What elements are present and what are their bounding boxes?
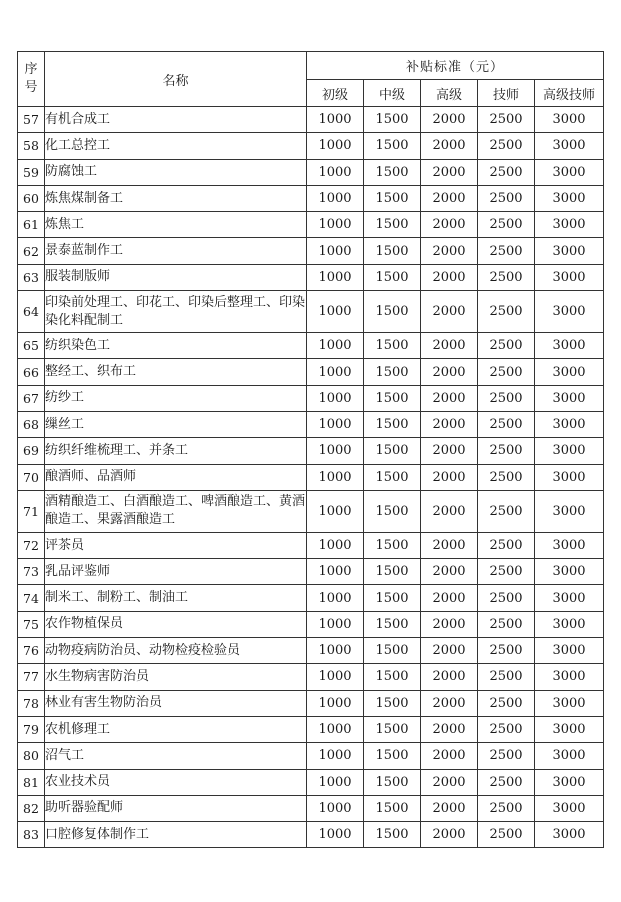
row-occupation-name: 印染前处理工、印花工、印染后整理工、印染染化料配制工 xyxy=(45,291,307,333)
row-subsidy-value: 1000 xyxy=(307,264,364,290)
row-occupation-name: 化工总控工 xyxy=(45,133,307,159)
row-subsidy-value: 1000 xyxy=(307,585,364,611)
row-subsidy-value: 2000 xyxy=(421,238,478,264)
row-subsidy-value: 1000 xyxy=(307,822,364,848)
header-level-intermediate: 中级 xyxy=(364,80,421,107)
row-subsidy-value: 1500 xyxy=(364,716,421,742)
row-subsidy-value: 3000 xyxy=(535,291,604,333)
row-occupation-name: 酒精酿造工、白酒酿造工、啤酒酿造工、黄酒酿造工、果露酒酿造工 xyxy=(45,490,307,532)
row-subsidy-value: 3000 xyxy=(535,690,604,716)
table-row xyxy=(18,743,604,769)
row-subsidy-value: 2000 xyxy=(421,438,478,464)
table-row xyxy=(18,385,604,411)
table-row xyxy=(18,559,604,585)
row-subsidy-value: 1500 xyxy=(364,559,421,585)
row-subsidy-value: 1000 xyxy=(307,212,364,238)
row-subsidy-value: 2500 xyxy=(478,133,535,159)
row-subsidy-value: 1000 xyxy=(307,611,364,637)
row-occupation-name: 沼气工 xyxy=(45,743,307,769)
row-occupation-name: 服装制版师 xyxy=(45,264,307,290)
row-seq: 60 xyxy=(18,185,45,211)
row-subsidy-value: 1500 xyxy=(364,822,421,848)
table-row xyxy=(18,716,604,742)
row-subsidy-value: 1500 xyxy=(364,212,421,238)
row-occupation-name: 助听器验配师 xyxy=(45,795,307,821)
row-subsidy-value: 2000 xyxy=(421,291,478,333)
row-subsidy-value: 3000 xyxy=(535,133,604,159)
row-subsidy-value: 2500 xyxy=(478,385,535,411)
table-row xyxy=(18,438,604,464)
row-subsidy-value: 2000 xyxy=(421,822,478,848)
table-row xyxy=(18,585,604,611)
row-seq: 65 xyxy=(18,333,45,359)
row-subsidy-value: 2500 xyxy=(478,585,535,611)
row-occupation-name: 整经工、织布工 xyxy=(45,359,307,385)
row-subsidy-value: 1000 xyxy=(307,185,364,211)
row-subsidy-value: 2500 xyxy=(478,107,535,133)
row-subsidy-value: 3000 xyxy=(535,238,604,264)
subsidy-table xyxy=(17,51,604,848)
row-subsidy-value: 2500 xyxy=(478,333,535,359)
row-subsidy-value: 1500 xyxy=(364,638,421,664)
table-row xyxy=(18,411,604,437)
row-subsidy-value: 1000 xyxy=(307,238,364,264)
row-occupation-name: 农业技术员 xyxy=(45,769,307,795)
row-subsidy-value: 2000 xyxy=(421,638,478,664)
row-subsidy-value: 2000 xyxy=(421,159,478,185)
row-occupation-name: 水生物病害防治员 xyxy=(45,664,307,690)
row-subsidy-value: 2000 xyxy=(421,532,478,558)
row-subsidy-value: 3000 xyxy=(535,159,604,185)
row-subsidy-value: 2500 xyxy=(478,464,535,490)
row-subsidy-value: 2500 xyxy=(478,769,535,795)
row-subsidy-value: 2500 xyxy=(478,411,535,437)
row-subsidy-value: 2500 xyxy=(478,690,535,716)
row-seq: 72 xyxy=(18,532,45,558)
table-row xyxy=(18,638,604,664)
table-row xyxy=(18,133,604,159)
row-subsidy-value: 2500 xyxy=(478,490,535,532)
row-occupation-name: 防腐蚀工 xyxy=(45,159,307,185)
row-subsidy-value: 3000 xyxy=(535,611,604,637)
row-seq: 82 xyxy=(18,795,45,821)
row-occupation-name: 缫丝工 xyxy=(45,411,307,437)
row-subsidy-value: 1000 xyxy=(307,532,364,558)
row-occupation-name: 林业有害生物防治员 xyxy=(45,690,307,716)
row-seq: 68 xyxy=(18,411,45,437)
table-row xyxy=(18,690,604,716)
row-seq: 66 xyxy=(18,359,45,385)
header-level-junior: 初级 xyxy=(307,80,364,107)
row-subsidy-value: 1500 xyxy=(364,385,421,411)
table-row xyxy=(18,333,604,359)
row-occupation-name: 动物疫病防治员、动物检疫检验员 xyxy=(45,638,307,664)
row-seq: 64 xyxy=(18,291,45,333)
table-row xyxy=(18,464,604,490)
row-subsidy-value: 1500 xyxy=(364,291,421,333)
row-subsidy-value: 3000 xyxy=(535,585,604,611)
row-subsidy-value: 2000 xyxy=(421,385,478,411)
table-row xyxy=(18,611,604,637)
row-subsidy-value: 3000 xyxy=(535,664,604,690)
row-seq: 80 xyxy=(18,743,45,769)
row-subsidy-value: 2000 xyxy=(421,716,478,742)
row-subsidy-value: 1000 xyxy=(307,107,364,133)
row-subsidy-value: 3000 xyxy=(535,359,604,385)
row-subsidy-value: 1500 xyxy=(364,690,421,716)
row-subsidy-value: 2500 xyxy=(478,159,535,185)
table-row xyxy=(18,822,604,848)
row-occupation-name: 纺纱工 xyxy=(45,385,307,411)
row-subsidy-value: 3000 xyxy=(535,795,604,821)
row-subsidy-value: 1000 xyxy=(307,490,364,532)
row-subsidy-value: 2000 xyxy=(421,690,478,716)
table-row xyxy=(18,159,604,185)
row-subsidy-value: 1500 xyxy=(364,133,421,159)
row-occupation-name: 乳品评鉴师 xyxy=(45,559,307,585)
row-subsidy-value: 3000 xyxy=(535,185,604,211)
row-subsidy-value: 1500 xyxy=(364,159,421,185)
row-subsidy-value: 2500 xyxy=(478,185,535,211)
row-subsidy-value: 2500 xyxy=(478,359,535,385)
row-subsidy-value: 3000 xyxy=(535,438,604,464)
row-subsidy-value: 2000 xyxy=(421,107,478,133)
row-subsidy-value: 3000 xyxy=(535,333,604,359)
row-subsidy-value: 1000 xyxy=(307,359,364,385)
row-subsidy-value: 1000 xyxy=(307,769,364,795)
row-subsidy-value: 1000 xyxy=(307,438,364,464)
row-subsidy-value: 2000 xyxy=(421,411,478,437)
row-subsidy-value: 1000 xyxy=(307,664,364,690)
row-occupation-name: 炼焦煤制备工 xyxy=(45,185,307,211)
row-occupation-name: 纺织染色工 xyxy=(45,333,307,359)
row-subsidy-value: 3000 xyxy=(535,464,604,490)
row-subsidy-value: 2500 xyxy=(478,212,535,238)
row-subsidy-value: 3000 xyxy=(535,769,604,795)
row-subsidy-value: 3000 xyxy=(535,107,604,133)
row-subsidy-value: 1500 xyxy=(364,769,421,795)
header-name: 名称 xyxy=(45,52,307,107)
row-subsidy-value: 2000 xyxy=(421,559,478,585)
row-subsidy-value: 2500 xyxy=(478,611,535,637)
header-seq-line1: 序 xyxy=(24,62,38,77)
row-subsidy-value: 2500 xyxy=(478,743,535,769)
row-subsidy-value: 2000 xyxy=(421,464,478,490)
row-subsidy-value: 3000 xyxy=(535,385,604,411)
row-subsidy-value: 3000 xyxy=(535,532,604,558)
row-subsidy-value: 1000 xyxy=(307,690,364,716)
row-subsidy-value: 2000 xyxy=(421,769,478,795)
table-header xyxy=(18,52,604,107)
row-subsidy-value: 2000 xyxy=(421,359,478,385)
header-level-senior-technician: 高级技师 xyxy=(535,80,604,107)
row-subsidy-value: 2500 xyxy=(478,264,535,290)
row-subsidy-value: 2000 xyxy=(421,743,478,769)
row-subsidy-value: 3000 xyxy=(535,559,604,585)
row-subsidy-value: 1500 xyxy=(364,585,421,611)
row-seq: 77 xyxy=(18,664,45,690)
row-subsidy-value: 2000 xyxy=(421,795,478,821)
header-subsidy-standard: 补贴标准（元） xyxy=(307,52,604,80)
row-subsidy-value: 1000 xyxy=(307,795,364,821)
row-subsidy-value: 1000 xyxy=(307,385,364,411)
row-subsidy-value: 1000 xyxy=(307,133,364,159)
row-occupation-name: 评茶员 xyxy=(45,532,307,558)
row-subsidy-value: 1000 xyxy=(307,716,364,742)
row-seq: 83 xyxy=(18,822,45,848)
row-seq: 81 xyxy=(18,769,45,795)
row-subsidy-value: 2000 xyxy=(421,212,478,238)
row-occupation-name: 酿酒师、品酒师 xyxy=(45,464,307,490)
row-subsidy-value: 2500 xyxy=(478,291,535,333)
row-subsidy-value: 3000 xyxy=(535,716,604,742)
row-seq: 74 xyxy=(18,585,45,611)
row-subsidy-value: 1500 xyxy=(364,438,421,464)
row-subsidy-value: 2000 xyxy=(421,185,478,211)
header-level-senior: 高级 xyxy=(421,80,478,107)
row-subsidy-value: 1500 xyxy=(364,107,421,133)
row-subsidy-value: 2500 xyxy=(478,716,535,742)
row-seq: 67 xyxy=(18,385,45,411)
row-seq: 70 xyxy=(18,464,45,490)
row-subsidy-value: 2500 xyxy=(478,559,535,585)
row-subsidy-value: 2500 xyxy=(478,532,535,558)
row-seq: 79 xyxy=(18,716,45,742)
row-occupation-name: 口腔修复体制作工 xyxy=(45,822,307,848)
row-seq: 59 xyxy=(18,159,45,185)
row-seq: 57 xyxy=(18,107,45,133)
row-seq: 71 xyxy=(18,490,45,532)
table-row xyxy=(18,490,604,532)
row-subsidy-value: 1500 xyxy=(364,464,421,490)
table-row xyxy=(18,359,604,385)
row-seq: 61 xyxy=(18,212,45,238)
row-subsidy-value: 1000 xyxy=(307,333,364,359)
row-subsidy-value: 1500 xyxy=(364,611,421,637)
row-subsidy-value: 2000 xyxy=(421,333,478,359)
header-seq xyxy=(18,52,45,107)
row-occupation-name: 制米工、制粉工、制油工 xyxy=(45,585,307,611)
row-subsidy-value: 1500 xyxy=(364,490,421,532)
table-row xyxy=(18,532,604,558)
row-subsidy-value: 1000 xyxy=(307,411,364,437)
table-row xyxy=(18,264,604,290)
row-seq: 76 xyxy=(18,638,45,664)
row-subsidy-value: 3000 xyxy=(535,411,604,437)
table-row xyxy=(18,107,604,133)
row-occupation-name: 景泰蓝制作工 xyxy=(45,238,307,264)
row-occupation-name: 炼焦工 xyxy=(45,212,307,238)
row-subsidy-value: 2000 xyxy=(421,664,478,690)
table-body xyxy=(18,107,604,848)
row-subsidy-value: 2000 xyxy=(421,490,478,532)
table-row xyxy=(18,769,604,795)
row-subsidy-value: 1500 xyxy=(364,664,421,690)
row-subsidy-value: 1000 xyxy=(307,638,364,664)
row-subsidy-value: 1000 xyxy=(307,464,364,490)
row-subsidy-value: 1500 xyxy=(364,238,421,264)
row-occupation-name: 有机合成工 xyxy=(45,107,307,133)
row-subsidy-value: 1500 xyxy=(364,795,421,821)
row-subsidy-value: 3000 xyxy=(535,264,604,290)
row-subsidy-value: 2500 xyxy=(478,638,535,664)
row-subsidy-value: 2000 xyxy=(421,611,478,637)
table-row xyxy=(18,664,604,690)
row-subsidy-value: 1000 xyxy=(307,743,364,769)
row-subsidy-value: 2500 xyxy=(478,438,535,464)
table-row xyxy=(18,212,604,238)
row-subsidy-value: 3000 xyxy=(535,638,604,664)
row-subsidy-value: 1000 xyxy=(307,291,364,333)
row-subsidy-value: 2000 xyxy=(421,264,478,290)
row-subsidy-value: 1500 xyxy=(364,333,421,359)
row-seq: 63 xyxy=(18,264,45,290)
row-occupation-name: 农机修理工 xyxy=(45,716,307,742)
row-seq: 62 xyxy=(18,238,45,264)
row-seq: 73 xyxy=(18,559,45,585)
row-subsidy-value: 3000 xyxy=(535,490,604,532)
row-subsidy-value: 2500 xyxy=(478,664,535,690)
row-occupation-name: 农作物植保员 xyxy=(45,611,307,637)
row-subsidy-value: 1500 xyxy=(364,411,421,437)
row-seq: 75 xyxy=(18,611,45,637)
header-level-technician: 技师 xyxy=(478,80,535,107)
row-subsidy-value: 3000 xyxy=(535,212,604,238)
row-occupation-name: 纺织纤维梳理工、并条工 xyxy=(45,438,307,464)
table-row xyxy=(18,291,604,333)
row-subsidy-value: 2000 xyxy=(421,133,478,159)
row-subsidy-value: 2500 xyxy=(478,795,535,821)
row-subsidy-value: 3000 xyxy=(535,822,604,848)
table-row xyxy=(18,795,604,821)
row-subsidy-value: 2500 xyxy=(478,822,535,848)
header-seq-line2: 号 xyxy=(24,80,38,95)
row-seq: 58 xyxy=(18,133,45,159)
row-subsidy-value: 1500 xyxy=(364,743,421,769)
row-subsidy-value: 1500 xyxy=(364,532,421,558)
row-subsidy-value: 1000 xyxy=(307,159,364,185)
row-seq: 69 xyxy=(18,438,45,464)
row-subsidy-value: 2500 xyxy=(478,238,535,264)
row-subsidy-value: 2000 xyxy=(421,585,478,611)
row-subsidy-value: 3000 xyxy=(535,743,604,769)
table-row xyxy=(18,238,604,264)
row-subsidy-value: 1500 xyxy=(364,185,421,211)
row-subsidy-value: 1500 xyxy=(364,359,421,385)
row-seq: 78 xyxy=(18,690,45,716)
table-row xyxy=(18,185,604,211)
row-subsidy-value: 1000 xyxy=(307,559,364,585)
row-subsidy-value: 1500 xyxy=(364,264,421,290)
